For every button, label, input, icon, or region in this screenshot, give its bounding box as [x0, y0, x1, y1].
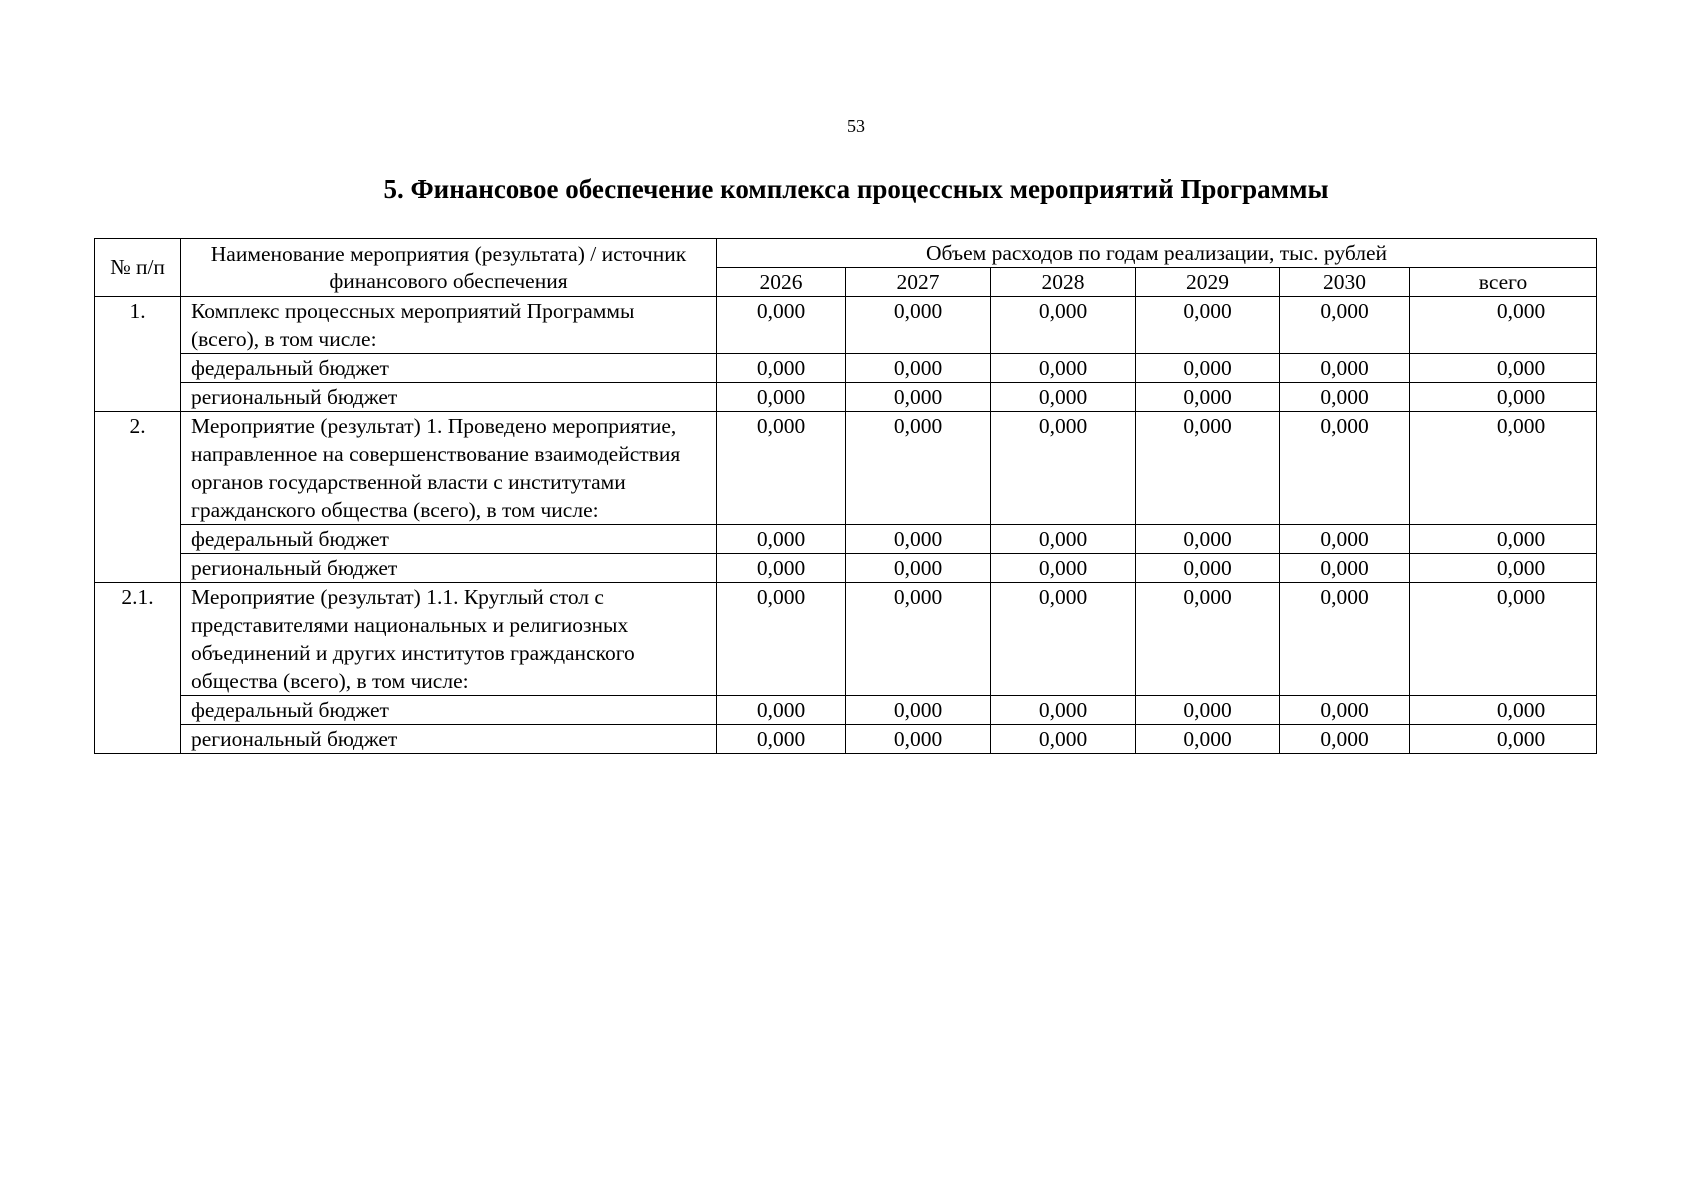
value-cell: 0,000 [846, 412, 991, 525]
funding-source-name: федеральный бюджет [181, 525, 717, 554]
value-cell: 0,000 [1136, 412, 1280, 525]
value-total: 0,000 [1410, 412, 1597, 525]
header-year: 2028 [991, 268, 1136, 297]
funding-source-name: федеральный бюджет [181, 354, 717, 383]
value-cell: 0,000 [1280, 725, 1410, 754]
value-cell: 0,000 [991, 297, 1136, 354]
page-number: 53 [847, 116, 865, 136]
value-cell: 0,000 [1280, 297, 1410, 354]
financing-table [94, 238, 1597, 754]
header-year: 2029 [1136, 268, 1280, 297]
table-row-source [95, 725, 1597, 754]
header-num: № п/п [95, 239, 181, 297]
header-volume: Объем расходов по годам реализации, тыс. рублей [717, 239, 1597, 268]
value-cell: 0,000 [846, 725, 991, 754]
value-cell: 0,000 [1280, 412, 1410, 525]
value-cell: 0,000 [717, 725, 846, 754]
value-cell: 0,000 [717, 354, 846, 383]
value-cell: 0,000 [1136, 525, 1280, 554]
table-row-source [95, 696, 1597, 725]
row-number: 2.1. [95, 583, 181, 754]
value-cell: 0,000 [1136, 383, 1280, 412]
table-row-source [95, 383, 1597, 412]
value-cell: 0,000 [846, 297, 991, 354]
value-cell: 0,000 [991, 696, 1136, 725]
header-year: 2027 [846, 268, 991, 297]
table-row-source [95, 354, 1597, 383]
value-cell: 0,000 [991, 725, 1136, 754]
value-cell: 0,000 [991, 354, 1136, 383]
value-total: 0,000 [1410, 525, 1597, 554]
value-cell: 0,000 [991, 525, 1136, 554]
value-cell: 0,000 [991, 554, 1136, 583]
value-cell: 0,000 [1136, 554, 1280, 583]
header-name: Наименование мероприятия (результата) / источник финансового обеспечения [181, 239, 717, 297]
value-cell: 0,000 [846, 696, 991, 725]
activity-name: Мероприятие (результат) 1.1. Круглый стол с представителями национальных и религиозных объединений и других институтов гражданского общества (всего), в том числе: [181, 583, 717, 696]
value-total: 0,000 [1410, 383, 1597, 412]
value-cell: 0,000 [846, 583, 991, 696]
value-cell: 0,000 [846, 525, 991, 554]
value-cell: 0,000 [1136, 297, 1280, 354]
value-cell: 0,000 [1136, 583, 1280, 696]
value-cell: 0,000 [846, 383, 991, 412]
value-total: 0,000 [1410, 583, 1597, 696]
header-total: всего [1410, 268, 1597, 297]
activity-name: Комплекс процессных мероприятий Программы (всего), в том числе: [181, 297, 717, 354]
value-cell: 0,000 [1136, 354, 1280, 383]
table-row-source [95, 554, 1597, 583]
activity-name: Мероприятие (результат) 1. Проведено мероприятие, направленное на совершенствование взаимодействия органов государственной власти с институтами гражданского общества (всего), в том числе: [181, 412, 717, 525]
value-cell: 0,000 [717, 525, 846, 554]
value-cell: 0,000 [1136, 696, 1280, 725]
value-total: 0,000 [1410, 696, 1597, 725]
value-cell: 0,000 [1280, 525, 1410, 554]
value-cell: 0,000 [717, 583, 846, 696]
value-cell: 0,000 [1280, 696, 1410, 725]
value-total: 0,000 [1410, 354, 1597, 383]
table-body [95, 297, 1597, 754]
table-header [95, 239, 1597, 297]
value-cell: 0,000 [991, 583, 1136, 696]
value-cell: 0,000 [717, 297, 846, 354]
funding-source-name: региональный бюджет [181, 554, 717, 583]
value-total: 0,000 [1410, 725, 1597, 754]
table-row-main [95, 297, 1597, 354]
value-cell: 0,000 [1280, 554, 1410, 583]
funding-source-name: региональный бюджет [181, 725, 717, 754]
table-row-main [95, 583, 1597, 696]
row-number: 2. [95, 412, 181, 583]
value-cell: 0,000 [846, 554, 991, 583]
value-total: 0,000 [1410, 297, 1597, 354]
value-cell: 0,000 [846, 354, 991, 383]
value-cell: 0,000 [717, 554, 846, 583]
value-cell: 0,000 [991, 383, 1136, 412]
value-cell: 0,000 [717, 383, 846, 412]
funding-source-name: региональный бюджет [181, 383, 717, 412]
header-year: 2030 [1280, 268, 1410, 297]
funding-source-name: федеральный бюджет [181, 696, 717, 725]
value-cell: 0,000 [717, 696, 846, 725]
row-number: 1. [95, 297, 181, 412]
value-cell: 0,000 [991, 412, 1136, 525]
value-cell: 0,000 [1280, 383, 1410, 412]
value-cell: 0,000 [1136, 725, 1280, 754]
value-cell: 0,000 [717, 412, 846, 525]
value-total: 0,000 [1410, 554, 1597, 583]
value-cell: 0,000 [1280, 583, 1410, 696]
table-row-source [95, 525, 1597, 554]
section-title: 5. Финансовое обеспечение комплекса процессных мероприятий Программы [383, 174, 1329, 204]
value-cell: 0,000 [1280, 354, 1410, 383]
header-year: 2026 [717, 268, 846, 297]
table-row-main [95, 412, 1597, 525]
